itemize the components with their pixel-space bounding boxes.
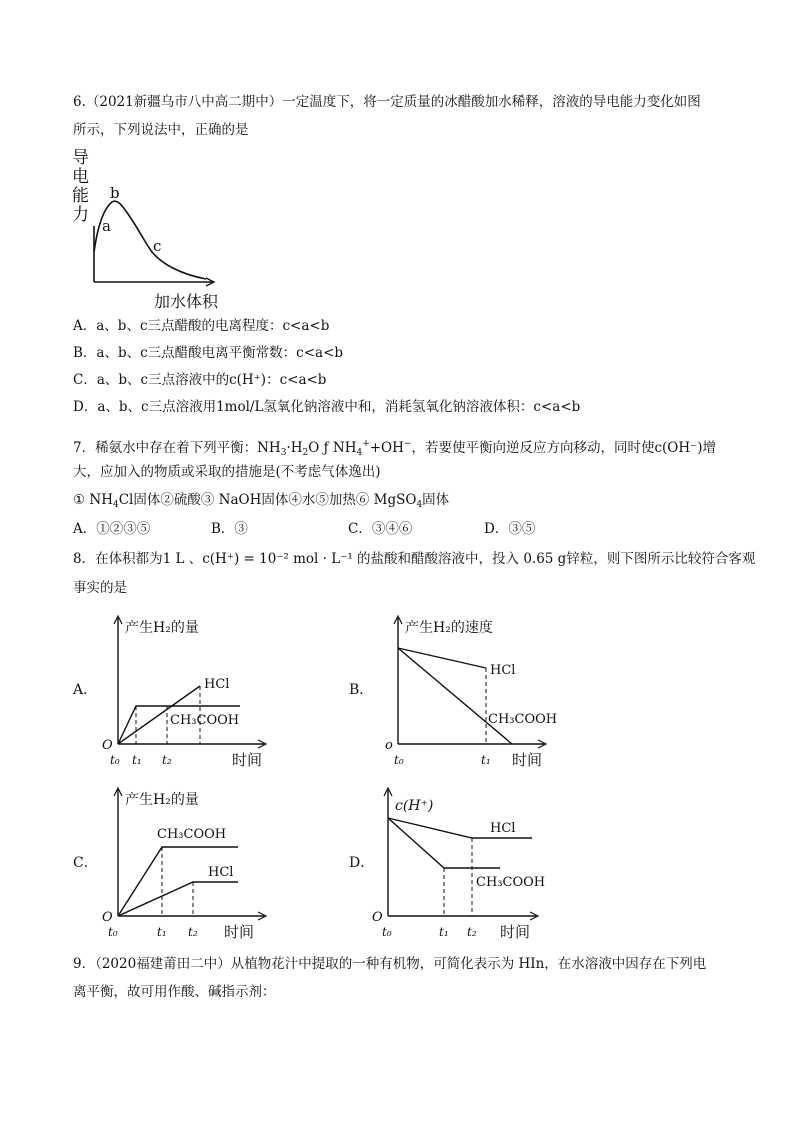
origin: o	[385, 738, 393, 753]
tick: t₁	[157, 925, 167, 939]
series-label: HCl	[490, 663, 516, 678]
q6-ylabel-char: 电	[72, 167, 89, 187]
series-label: HCl	[204, 677, 230, 692]
q6-option-d: D．a、b、c三点溶液用1mol/L氢氧化钠溶液中和，消耗氢氧化钠溶液体积：c<a<b	[73, 399, 581, 415]
q6-curve	[94, 201, 206, 279]
origin: O	[102, 738, 113, 753]
origin: O	[372, 910, 383, 925]
series-label: HCl	[208, 865, 234, 880]
q6-option-b: B．a、b、c三点醋酸电离平衡常数：c<a<b	[73, 345, 344, 361]
q6-point-a: a	[102, 217, 111, 235]
series-label: HCl	[490, 821, 516, 836]
series-label: CH₃COOH	[488, 712, 558, 727]
q6-ylabel-char: 能	[72, 186, 89, 206]
q7-stem-line1: 7．稀氨水中存在着下列平衡：$NH_3\cdot H_2O$ ƒ $NH_4^++OH^-$，若要使平衡向逆反应方向移动，同时使c(OH⁻)增	[73, 439, 717, 458]
q6-stem-line1: 6.（2021新疆乌市八中高二期中）一定温度下，将一定质量的冰醋酸加水稀释，溶液的导电能力变化如图	[73, 94, 701, 110]
q7-option-b: B．③	[211, 521, 248, 537]
series-label: CH₃COOH	[157, 827, 227, 842]
q6-point-c: c	[153, 237, 162, 255]
tick: t₀	[110, 753, 120, 767]
xlabel: 时间	[500, 923, 531, 941]
tick: t₁	[481, 753, 491, 767]
hcl-line	[398, 648, 486, 668]
tick: t₁	[132, 753, 142, 767]
q9-stem-line1: 9．（2020福建莆田二中）从植物花汁中提取的一种有机物，可简化表示为 HIn，在水溶液中因存在下列电	[73, 956, 707, 972]
tick: t₂	[188, 925, 198, 939]
q8-label-a: A．	[73, 682, 98, 698]
series-label: CH₃COOH	[476, 875, 546, 890]
q8-label-c: C．	[73, 855, 98, 871]
q6-xlabel: 加水体积	[154, 292, 219, 311]
q7-option-d: D．③⑤	[484, 521, 536, 537]
q8-stem-line1: 8．在体积都为1 L 、c(H⁺) = 10⁻² mol · L⁻¹ 的盐酸和醋酸溶液中，投入 0.65 g锌粒，则下图所示比较符合客观	[73, 551, 756, 567]
q8-graph-a	[100, 610, 285, 775]
q6-option-a: A．a、b、c三点醋酸的电离程度：c<a<b	[73, 318, 330, 334]
origin: O	[102, 910, 113, 925]
q8-stem-line2: 事实的是	[73, 580, 127, 596]
ylabel: 产生H₂的量	[125, 792, 199, 808]
ylabel: 产生H₂的量	[125, 620, 199, 636]
q8-graph-d	[366, 782, 561, 947]
q6-option-c: C．a、b、c三点溶液中的c(H⁺)：c<a<b	[73, 372, 327, 388]
tick: t₀	[394, 753, 404, 767]
q6-point-b: b	[110, 184, 120, 202]
q9-stem-line2: 离平衡，故可用作酸、碱指示剂：	[73, 984, 276, 1000]
q8-graph-b	[380, 610, 565, 775]
ylabel: c(H⁺)	[395, 798, 434, 814]
series-label: CH₃COOH	[170, 713, 240, 728]
q6-conductivity-graph	[66, 146, 246, 312]
q8-label-d: D．	[349, 855, 375, 871]
xlabel: 时间	[512, 751, 543, 769]
q6-ylabel-char: 力	[72, 205, 89, 225]
q7-option-c: C．③④⑥	[348, 521, 413, 537]
ylabel: 产生H₂的速度	[405, 620, 493, 636]
q8-label-b: B．	[349, 682, 374, 698]
q7-choices-list: ① $NH_4Cl$固体②硫酸③ NaOH固体④水⑤加热⑥ MgSO$_4$固体	[73, 492, 450, 510]
tick: t₂	[467, 925, 477, 939]
q7-stem-line2: 大，应加入的物质或采取的措施是(不考虑气体逸出)	[73, 464, 381, 480]
q6-stem-line2: 所示，下列说法中，正确的是	[73, 122, 249, 138]
tick: t₁	[439, 925, 449, 939]
q6-ylabel-char: 导	[72, 148, 89, 168]
xlabel: 时间	[232, 751, 263, 769]
ch3cooh-line	[388, 818, 500, 868]
xlabel: 时间	[224, 923, 255, 941]
tick: t₂	[162, 753, 172, 767]
tick: t₀	[108, 925, 118, 939]
q8-graph-c	[100, 782, 285, 947]
q7-option-a: A．①②③⑤	[73, 521, 151, 537]
tick: t₀	[382, 925, 392, 939]
